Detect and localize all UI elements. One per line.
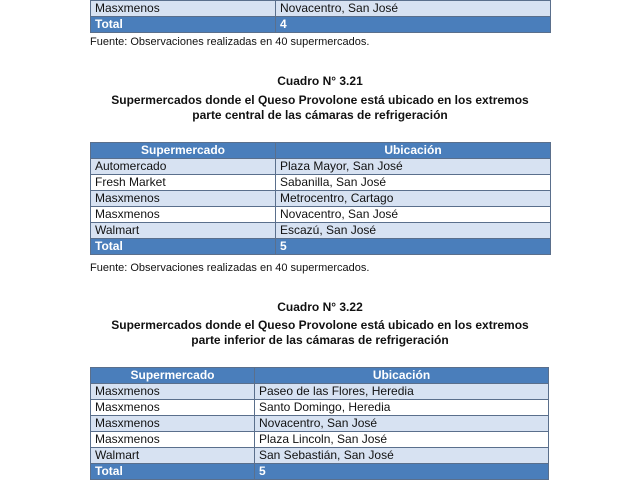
table-row [91,384,549,400]
ubicacion-cell: Plaza Mayor, San José [276,159,551,175]
table-row [91,191,551,207]
ubicacion-cell: San Sebastián, San José [255,448,549,464]
total-row [91,239,551,255]
total-label: Total [91,464,255,480]
table-row [91,448,549,464]
supermercado-cell: Masxmenos [91,384,255,400]
supermercado-cell: Walmart [91,448,255,464]
table-row [91,1,551,17]
ubicacion-cell: Santo Domingo, Heredia [255,400,549,416]
total-label: Total [91,239,276,255]
ubicacion-cell: Sabanilla, San José [276,175,551,191]
table-row [91,207,551,223]
ubicacion-cell: Paseo de las Flores, Heredia [255,384,549,400]
ubicacion-cell: Escazú, San José [276,223,551,239]
supermercado-cell: Masxmenos [91,207,276,223]
column-header-ubicacion: Ubicación [276,143,551,159]
supermercado-cell: Automercado [91,159,276,175]
column-header-supermercado: Supermercado [91,368,255,384]
table-title-line2: parte inferior de las cámaras de refrigeración [191,333,449,347]
table-row [91,416,549,432]
table-row [91,400,549,416]
source-note: Fuente: Observaciones realizadas en 40 supermercados. [90,262,370,274]
source-note: Fuente: Observaciones realizadas en 40 supermercados. [90,36,370,48]
previous-table [90,0,551,33]
total-value: 4 [276,17,551,33]
total-row [91,17,551,33]
table-title-line1: Supermercados donde el Queso Provolone está ubicado en los extremos [111,318,529,332]
header-row [91,368,549,384]
table-row [91,175,551,191]
supermercado-cell: Walmart [91,223,276,239]
supermercado-cell: Masxmenos [91,400,255,416]
total-label: Total [91,17,276,33]
table-row [91,159,551,175]
table-title-line1: Supermercados donde el Queso Provolone está ubicado en los extremos [111,93,529,107]
ubicacion-cell: Novacentro, San José [276,207,551,223]
total-value: 5 [255,464,549,480]
table-title-line2: parte central de las cámaras de refrigeración [192,108,448,122]
ubicacion-cell: Plaza Lincoln, San José [255,432,549,448]
table-row [91,432,549,448]
supermercado-cell: Masxmenos [91,432,255,448]
header-row [91,143,551,159]
table-caption: Cuadro N° 3.22 [277,300,363,314]
supermercado-cell: Masxmenos [91,416,255,432]
total-value: 5 [276,239,551,255]
table-3-21 [90,142,551,255]
supermercado-cell: Masxmenos [91,191,276,207]
ubicacion-cell: Metrocentro, Cartago [276,191,551,207]
table-3-22 [90,367,549,480]
ubicacion-cell: Novacentro, San José [276,1,551,17]
total-row [91,464,549,480]
table-caption: Cuadro N° 3.21 [277,74,363,88]
supermercado-cell: Fresh Market [91,175,276,191]
ubicacion-cell: Novacentro, San José [255,416,549,432]
table-row [91,223,551,239]
column-header-ubicacion: Ubicación [255,368,549,384]
supermercado-cell: Masxmenos [91,1,276,17]
column-header-supermercado: Supermercado [91,143,276,159]
